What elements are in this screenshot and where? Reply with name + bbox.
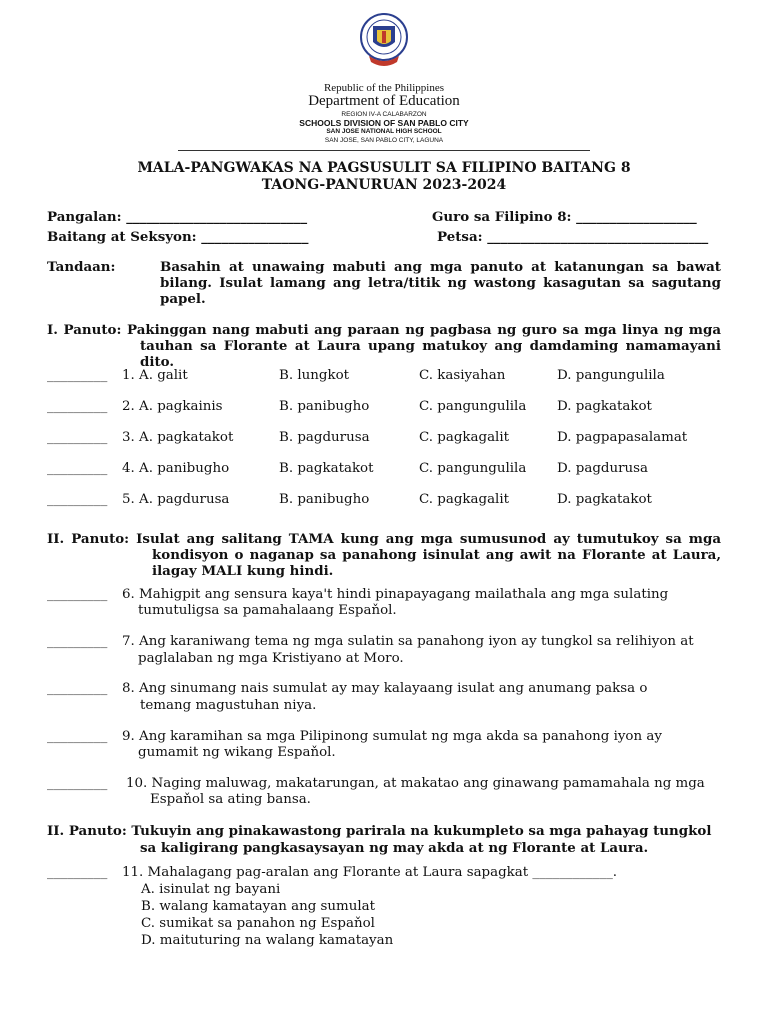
choice-b: B. panibugho (279, 399, 370, 414)
choice-b: B. lungkot (279, 368, 350, 383)
choice-d: D. maituturing na walang kamatayan (141, 933, 394, 948)
choice-c: C. pagkagalit (419, 430, 510, 445)
answer-blank[interactable]: _________ (47, 587, 108, 602)
choice-c: C. pangungulila (419, 399, 527, 414)
answer-blank[interactable]: _________ (47, 776, 108, 791)
part1-instruction: I. Panuto: Pakinggan nang mabuti ang paraan ng pagbasa ng guro sa mga linya ng mga tauhan sa Florante at Laura upang matukoy ang damdaming namamayani dito. (47, 322, 721, 370)
choice-a: 2. A. pagkainis (122, 399, 223, 414)
choice-a: 1. A. galit (122, 368, 188, 383)
statement-line: Espaňol sa ating bansa. (150, 792, 311, 807)
choice-d: D. pagkatakot (557, 399, 652, 414)
part2-instruction: II. Panuto: Isulat ang salitang TAMA kung ang mga sumusunod ay tumutukoy sa mga kondisyon o naganap sa panahong isinulat ang awit na Florante at Laura, ilagay MALI kung hindi. (47, 531, 721, 579)
school-text: SAN JOSE NATIONAL HIGH SCHOOL (326, 128, 442, 135)
address-text: SAN JOSE, SAN PABLO CITY, LAGUNA (324, 137, 444, 144)
date-field[interactable]: Petsa: _________________________________ (437, 229, 709, 245)
choice-d: D. pagkatakot (557, 492, 652, 507)
answer-blank[interactable]: _________ (47, 368, 108, 383)
answer-blank[interactable]: _________ (47, 634, 108, 649)
statement-line: paglalaban ng mga Kristiyano at Moro. (138, 651, 404, 666)
choice-a: 4. A. panibugho (122, 461, 230, 476)
choice-d: D. pagdurusa (557, 461, 648, 476)
answer-blank[interactable]: _________ (47, 430, 108, 445)
department-text: Department of Education (308, 93, 460, 109)
choice-c: C. pagkagalit (419, 492, 510, 507)
division-text: SCHOOLS DIVISION OF SAN PABLO CITY (299, 118, 469, 128)
name-field[interactable]: Pangalan: ___________________________ (47, 209, 308, 225)
part3-instruction-cont: sa kaligirang pangkasaysayan ng may akda at ng Florante at Laura. (140, 840, 649, 856)
answer-blank[interactable]: _________ (47, 461, 108, 476)
choice-a: 3. A. pagkatakot (122, 430, 234, 445)
choice-c: C. sumikat sa panahon ng Espaňol (141, 916, 375, 931)
answer-blank[interactable]: _________ (47, 492, 108, 507)
choice-c: C. pangungulila (419, 461, 527, 476)
statement-line: 10. Naging maluwag, makatarungan, at makatao ang ginawang pamamahala ng mga (126, 776, 705, 791)
exam-title: MALA-PANGWAKAS NA PAGSUSULIT SA FILIPINO BAITANG 8 (137, 160, 631, 176)
statement-line: gumamit ng wikang Espaňol. (138, 745, 336, 760)
choice-d: D. pangungulila (557, 368, 665, 383)
question-text: 11. Mahalagang pag-aralan ang Florante at Laura sapagkat ____________. (122, 865, 618, 880)
statement-line: temang magustuhan niya. (140, 698, 317, 713)
choice-c: C. kasiyahan (419, 368, 506, 383)
answer-blank[interactable]: _________ (47, 681, 108, 696)
statement-line: tumutuligsa sa pamahalaang Espaňol. (138, 603, 397, 618)
choice-a: A. isinulat ng bayani (141, 882, 281, 897)
statement-line: 6. Mahigpit ang sensura kaya't hindi pinapayagang mailathala ang mga sulating (122, 587, 669, 602)
deped-seal-logo (359, 12, 409, 70)
choice-b: B. walang kamatayan ang sumulat (141, 899, 375, 914)
answer-blank[interactable]: _________ (47, 729, 108, 744)
choice-b: B. pagdurusa (279, 430, 370, 445)
statement-line: 9. Ang karamihan sa mga Pilipinong sumulat ng mga akda sa panahong iyon ay (122, 729, 662, 744)
choice-d: D. pagpapasalamat (557, 430, 688, 445)
note-text: Basahin at unawaing mabuti ang mga panuto at katanungan sa bawat bilang. Isulat lamang ang letra/titik ng wastong kasagutan sa sagutang papel. (160, 259, 721, 307)
choice-b: B. panibugho (279, 492, 370, 507)
teacher-field[interactable]: Guro sa Filipino 8: __________________ (432, 209, 697, 225)
note-label: Tandaan: (47, 259, 116, 275)
region-text: REGION IV-A CALABARZON (341, 111, 427, 118)
choice-b: B. pagkatakot (279, 461, 374, 476)
section-field[interactable]: Baitang at Seksyon: ________________ (47, 229, 309, 245)
school-year: TAONG-PANURUAN 2023-2024 (261, 177, 507, 193)
choice-a: 5. A. pagdurusa (122, 492, 230, 507)
answer-blank[interactable]: _________ (47, 399, 108, 414)
republic-text: Republic of the Philippines (323, 82, 445, 94)
statement-line: 8. Ang sinumang nais sumulat ay may kalayaang isulat ang anumang paksa o (122, 681, 648, 696)
statement-line: 7. Ang karaniwang tema ng mga sulatin sa panahong iyon ay tungkol sa relihiyon at (122, 634, 694, 649)
part3-instruction: II. Panuto: Tukuyin ang pinakawastong parirala na kukumpleto sa mga pahayag tungkol (47, 823, 712, 839)
header-divider (178, 150, 590, 151)
answer-blank[interactable]: _________ (47, 865, 108, 880)
